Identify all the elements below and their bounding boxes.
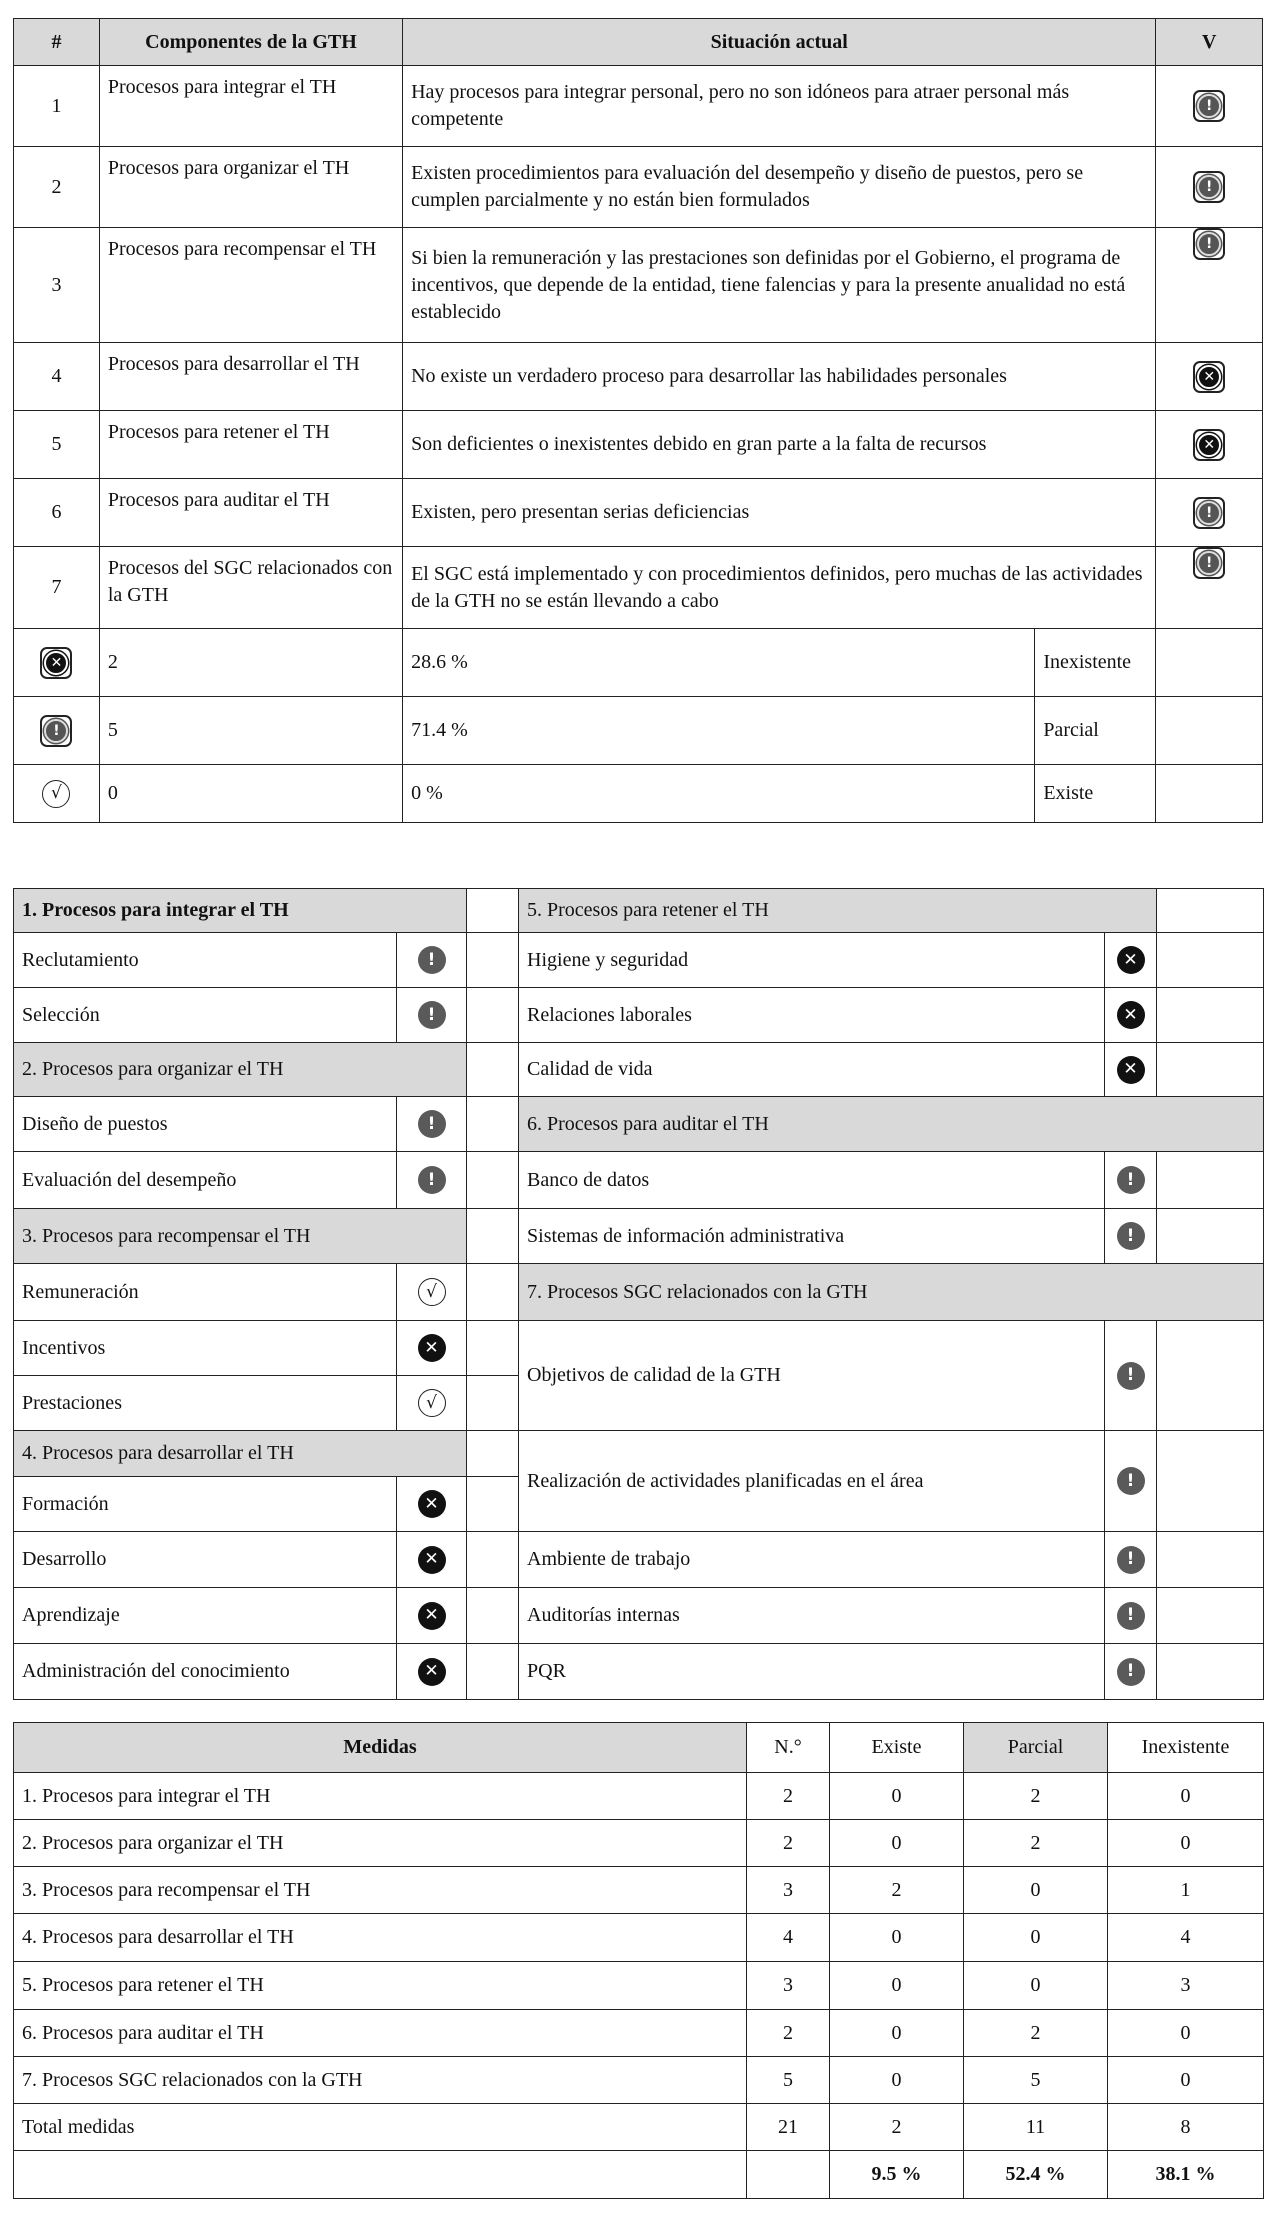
summary-row [14, 629, 1263, 697]
header-partial: Parcial [964, 1723, 1108, 1773]
nonexistent-icon: ✕ [40, 647, 72, 679]
measure-label: 5. Procesos para retener el TH [14, 1962, 747, 2010]
nonexistent-icon: ✕ [418, 1658, 446, 1686]
nonexistent-icon: ✕ [418, 1334, 446, 1362]
group-title: 5. Procesos para retener el TH [519, 889, 1157, 933]
list-item: Banco de datos [519, 1152, 1105, 1209]
measure-count: 2 [747, 2010, 830, 2057]
list-item: Remuneración [14, 1264, 397, 1321]
header-v: V [1156, 19, 1263, 66]
partial-icon: ! [1193, 171, 1225, 203]
exists-icon: √ [418, 1278, 446, 1306]
table-row [14, 1914, 1264, 1962]
nonexistent-icon: ✕ [418, 1602, 446, 1630]
partial-icon: ! [418, 1001, 446, 1029]
list-item: Evaluación del desempeño [14, 1152, 397, 1209]
table-row [14, 1820, 1264, 1867]
list-item: Desarrollo [14, 1532, 397, 1588]
list-item: Auditorías internas [519, 1588, 1105, 1644]
summary-count: 0 [99, 765, 402, 823]
percent-nonexistent: 38.1 % [1108, 2151, 1264, 2199]
group-title: 3. Procesos para recompensar el TH [14, 1209, 467, 1264]
situation-text: El SGC está implementado y con procedimientos definidos, pero muchas de las actividades de la GTH no se están llevando a cabo [403, 547, 1156, 629]
summary-percent: 28.6 % [403, 629, 1035, 697]
measure-label: 2. Procesos para organizar el TH [14, 1820, 747, 1867]
percent-row [14, 2151, 1264, 2199]
measure-count: 3 [747, 1867, 830, 1914]
partial-icon: ! [1117, 1166, 1145, 1194]
table-header-row [14, 1723, 1264, 1773]
group-title: 1. Procesos para integrar el TH [14, 889, 467, 933]
list-item: Realización de actividades planificadas en el área [519, 1431, 1105, 1532]
measure-partial: 2 [964, 1820, 1108, 1867]
row-number: 3 [14, 228, 100, 343]
list-item: Aprendizaje [14, 1588, 397, 1644]
table-row [14, 2057, 1264, 2104]
measure-exists: 0 [830, 2010, 964, 2057]
measure-nonexistent: 0 [1108, 2057, 1264, 2104]
situation-text: Existen procedimientos para evaluación del desempeño y diseño de puestos, pero se cumplen parcialmente y no están bien formulados [403, 147, 1156, 228]
summary-row [14, 697, 1263, 765]
measure-partial: 11 [964, 2104, 1108, 2151]
group-title: 4. Procesos para desarrollar el TH [14, 1431, 467, 1477]
measure-count: 4 [747, 1914, 830, 1962]
measures-summary-table [13, 1722, 1264, 2199]
measure-exists: 0 [830, 1914, 964, 1962]
process-detail-table [13, 888, 1264, 1700]
row-number: 4 [14, 343, 100, 411]
component-name: Procesos para organizar el TH [99, 147, 402, 228]
situation-text: No existe un verdadero proceso para desarrollar las habilidades personales [403, 343, 1156, 411]
list-item: Incentivos [14, 1321, 397, 1376]
row-number: 2 [14, 147, 100, 228]
header-components: Componentes de la GTH [99, 19, 402, 66]
header-measures: Medidas [14, 1723, 747, 1773]
measure-partial: 2 [964, 1773, 1108, 1820]
summary-percent: 0 % [403, 765, 1035, 823]
list-item: Objetivos de calidad de la GTH [519, 1321, 1105, 1431]
row-number: 7 [14, 547, 100, 629]
situation-text: Si bien la remuneración y las prestaciones son definidas por el Gobierno, el programa de incentivos, que depende de la entidad, tiene falencias y para la presente anualidad no está establecido [403, 228, 1156, 343]
partial-icon: ! [1117, 1222, 1145, 1250]
group-title: 7. Procesos SGC relacionados con la GTH [519, 1264, 1264, 1321]
partial-icon: ! [40, 715, 72, 747]
measure-exists: 2 [830, 1867, 964, 1914]
row-number: 1 [14, 66, 100, 147]
nonexistent-icon: ✕ [1193, 429, 1225, 461]
partial-icon: ! [418, 946, 446, 974]
summary-label: Parcial [1035, 697, 1156, 765]
partial-icon: ! [1117, 1362, 1145, 1390]
measure-exists: 0 [830, 1773, 964, 1820]
total-row [14, 2104, 1264, 2151]
table-row [14, 66, 1263, 147]
list-item: Calidad de vida [519, 1043, 1105, 1097]
measure-label: 7. Procesos SGC relacionados con la GTH [14, 2057, 747, 2104]
measure-partial: 5 [964, 2057, 1108, 2104]
table-row [14, 479, 1263, 547]
measure-count: 21 [747, 2104, 830, 2151]
summary-label: Inexistente [1035, 629, 1156, 697]
partial-icon: ! [1193, 90, 1225, 122]
measure-nonexistent: 1 [1108, 1867, 1264, 1914]
partial-icon: ! [1117, 1467, 1145, 1495]
group-title: 6. Procesos para auditar el TH [519, 1097, 1264, 1152]
component-name: Procesos para retener el TH [99, 411, 402, 479]
situation-text: Son deficientes o inexistentes debido en gran parte a la falta de recursos [403, 411, 1156, 479]
list-item: Administración del conocimiento [14, 1644, 397, 1700]
table-row [14, 1962, 1264, 2010]
component-name: Procesos del SGC relacionados con la GTH [99, 547, 402, 629]
measure-label: 1. Procesos para integrar el TH [14, 1773, 747, 1820]
list-item: Reclutamiento [14, 933, 397, 988]
list-item: Formación [14, 1477, 397, 1532]
measure-exists: 0 [830, 2057, 964, 2104]
measure-nonexistent: 0 [1108, 1820, 1264, 1867]
table-row [14, 547, 1263, 629]
measure-label: Total medidas [14, 2104, 747, 2151]
situation-text: Hay procesos para integrar personal, pero no son idóneos para atraer personal más competente [403, 66, 1156, 147]
nonexistent-icon: ✕ [1193, 361, 1225, 393]
nonexistent-icon: ✕ [418, 1546, 446, 1574]
nonexistent-icon: ✕ [418, 1490, 446, 1518]
list-item: PQR [519, 1644, 1105, 1700]
component-name: Procesos para auditar el TH [99, 479, 402, 547]
partial-icon: ! [1193, 497, 1225, 529]
measure-nonexistent: 0 [1108, 1773, 1264, 1820]
table-row [14, 2010, 1264, 2057]
summary-count: 5 [99, 697, 402, 765]
header-nonexistent: Inexistente [1108, 1723, 1264, 1773]
measure-label: 6. Procesos para auditar el TH [14, 2010, 747, 2057]
measure-partial: 0 [964, 1914, 1108, 1962]
group-title: 2. Procesos para organizar el TH [14, 1043, 467, 1097]
component-name: Procesos para recompensar el TH [99, 228, 402, 343]
component-name: Procesos para integrar el TH [99, 66, 402, 147]
situation-text: Existen, pero presentan serias deficiencias [403, 479, 1156, 547]
summary-label: Existe [1035, 765, 1156, 823]
header-exists: Existe [830, 1723, 964, 1773]
measure-partial: 0 [964, 1867, 1108, 1914]
table-row [14, 228, 1263, 343]
header-number: # [14, 19, 100, 66]
partial-icon: ! [1193, 547, 1225, 579]
nonexistent-icon: ✕ [1117, 946, 1145, 974]
list-item: Higiene y seguridad [519, 933, 1105, 988]
list-item: Ambiente de trabajo [519, 1532, 1105, 1588]
gth-components-table [13, 18, 1263, 823]
table-row [14, 1867, 1264, 1914]
summary-percent: 71.4 % [403, 697, 1035, 765]
partial-icon: ! [418, 1110, 446, 1138]
measure-partial: 2 [964, 2010, 1108, 2057]
exists-icon: √ [418, 1389, 446, 1417]
measure-label: 3. Procesos para recompensar el TH [14, 1867, 747, 1914]
header-situation: Situación actual [403, 19, 1156, 66]
nonexistent-icon: ✕ [1117, 1001, 1145, 1029]
summary-row [14, 765, 1263, 823]
partial-icon: ! [1117, 1546, 1145, 1574]
measure-exists: 2 [830, 2104, 964, 2151]
nonexistent-icon: ✕ [1117, 1056, 1145, 1084]
table-row [14, 147, 1263, 228]
percent-partial: 52.4 % [964, 2151, 1108, 2199]
measure-count: 3 [747, 1962, 830, 2010]
measure-count: 5 [747, 2057, 830, 2104]
measure-exists: 0 [830, 1962, 964, 2010]
percent-exists: 9.5 % [830, 2151, 964, 2199]
measure-count: 2 [747, 1820, 830, 1867]
list-item: Selección [14, 988, 397, 1043]
header-count: N.° [747, 1723, 830, 1773]
measure-partial: 0 [964, 1962, 1108, 2010]
table-row [14, 343, 1263, 411]
list-item: Sistemas de información administrativa [519, 1209, 1105, 1264]
measure-nonexistent: 3 [1108, 1962, 1264, 2010]
exists-icon: √ [42, 780, 70, 808]
partial-icon: ! [1117, 1602, 1145, 1630]
table-header-row [14, 19, 1263, 66]
measure-count: 2 [747, 1773, 830, 1820]
measure-exists: 0 [830, 1820, 964, 1867]
list-item: Relaciones laborales [519, 988, 1105, 1043]
measure-nonexistent: 4 [1108, 1914, 1264, 1962]
partial-icon: ! [418, 1166, 446, 1194]
measure-nonexistent: 8 [1108, 2104, 1264, 2151]
partial-icon: ! [1117, 1658, 1145, 1686]
component-name: Procesos para desarrollar el TH [99, 343, 402, 411]
list-item: Diseño de puestos [14, 1097, 397, 1152]
measure-label: 4. Procesos para desarrollar el TH [14, 1914, 747, 1962]
summary-count: 2 [99, 629, 402, 697]
row-number: 6 [14, 479, 100, 547]
table-row [14, 411, 1263, 479]
list-item: Prestaciones [14, 1376, 397, 1431]
measure-nonexistent: 0 [1108, 2010, 1264, 2057]
partial-icon: ! [1193, 228, 1225, 260]
table-row [14, 1773, 1264, 1820]
row-number: 5 [14, 411, 100, 479]
